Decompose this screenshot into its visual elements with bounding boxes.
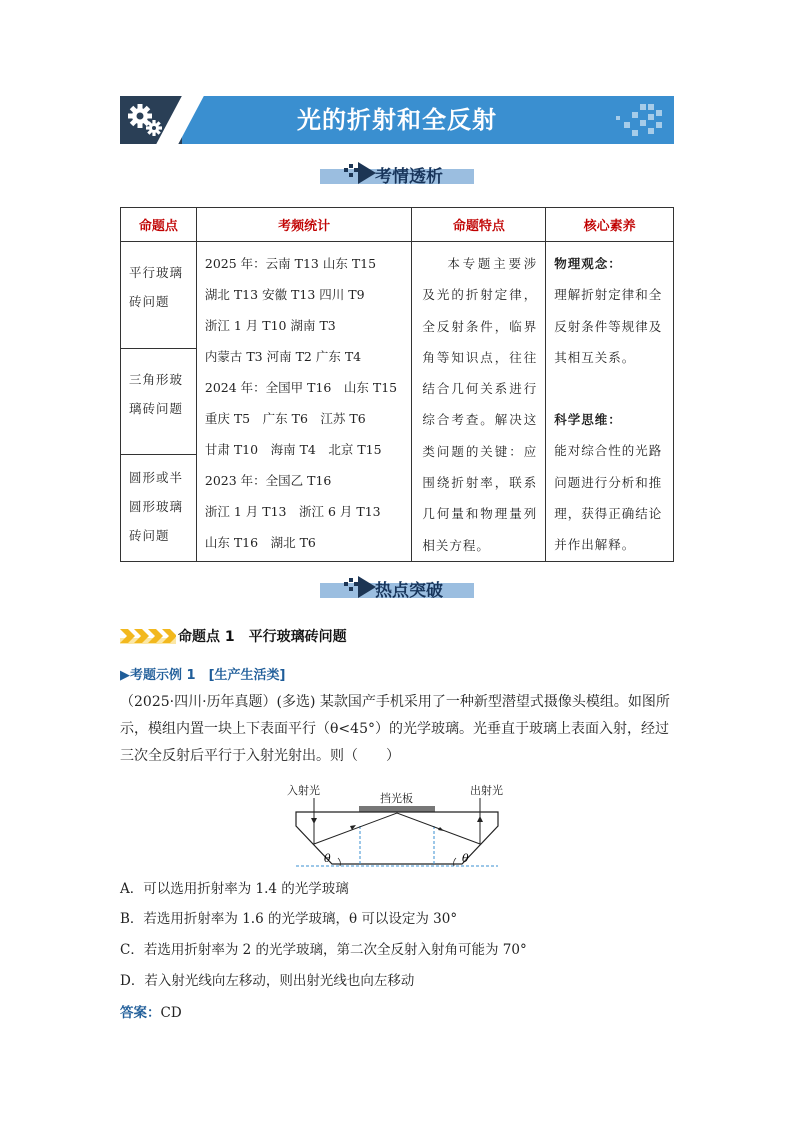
header-point: 命题点 xyxy=(121,208,197,242)
outgoing-light-label: 出射光 xyxy=(470,784,503,797)
topic-label: 命题点 1 平行玻璃砖问题 xyxy=(178,629,347,645)
frequency-line: 浙江 1 月 T10 湖南 T3 xyxy=(204,318,336,333)
header-features: 命题特点 xyxy=(412,208,546,242)
section-heading-hotspots xyxy=(320,572,474,604)
header-frequency: 考频统计 xyxy=(196,208,412,242)
baffle-label: 挡光板 xyxy=(380,792,413,805)
option-c: C．若选用折射率为 2 的光学玻璃，第二次全反射入射角可能为 70° xyxy=(120,942,527,958)
frequency-line: 甘肃 T10 海南 T4 北京 T15 xyxy=(204,442,382,457)
frequency-line: 浙江 1 月 T13 浙江 6 月 T13 xyxy=(204,504,381,519)
section-label: 考情透析 xyxy=(375,167,443,187)
option-d: D．若入射光线向左移动，则出射光线也向左移动 xyxy=(120,973,415,989)
frequency-line: 2023 年：全国乙 T16 xyxy=(204,473,332,488)
section-label: 热点突破 xyxy=(375,581,443,601)
answer-line xyxy=(120,1001,182,1021)
point-cell: 平行玻璃砖问题 xyxy=(121,242,197,349)
point-cell: 三角形玻璃砖问题 xyxy=(121,348,197,455)
example-heading xyxy=(120,664,285,683)
core-cell xyxy=(546,242,674,562)
features-cell: 本专题主要涉及光的折射定律，全反射条件，临界角等知识点，往往结合几何关系进行综合考查。解决这类问题的关键：应围绕折射率，联系几何量和物理量列相关方程。 xyxy=(412,242,546,562)
option-b: B．若选用折射率为 1.6 的光学玻璃，θ 可以设定为 30° xyxy=(120,911,458,927)
frequency-line: 山东 T16 湖北 T6 xyxy=(204,535,316,550)
core-heading: 科学思维： xyxy=(554,412,622,428)
optics-figure xyxy=(280,780,512,870)
topic-heading xyxy=(120,626,347,646)
title-banner xyxy=(120,96,674,144)
core-text: 能对综合性的光路问题进行分析和推理，获得正确结论并作出解释。 xyxy=(554,443,663,553)
header-core: 核心素养 xyxy=(546,208,674,242)
ray-arrows xyxy=(311,816,483,831)
frequency-line: 2024 年：全国甲 T16 山东 T15 xyxy=(204,380,398,395)
answer-value: CD xyxy=(160,1005,182,1021)
core-text: 理解折射定律和全反射条件等规律及其相互关系。 xyxy=(554,287,663,365)
page-title: 光的折射和全反射 xyxy=(297,106,497,134)
angle-label-left: θ xyxy=(324,852,331,865)
question-text: （2025·四川·历年真题）(多选) 某款国产手机采用了一种新型潜望式摄像头模组。如图所示，模组内置一块上下表面平行（θ<45°）的光学玻璃。光垂直于玻璃上表面入射，经过三次全反射后平行于入射光射出。则（ ） xyxy=(120,694,670,764)
point-cell: 圆形或半圆形玻璃砖问题 xyxy=(121,455,197,562)
banner-pixel-decoration xyxy=(608,100,668,140)
answer-key: 答案： xyxy=(120,1005,161,1021)
example-label: 考题示例 1 [生产生活类] xyxy=(130,668,286,683)
play-icon: ▶ xyxy=(120,668,130,683)
frequency-line: 2025 年：云南 T13 山东 T15 xyxy=(204,256,377,271)
option-a: A．可以选用折射率为 1.4 的光学玻璃 xyxy=(120,881,349,897)
core-heading: 物理观念： xyxy=(554,256,622,271)
angle-label-right: θ xyxy=(462,852,469,865)
frequency-line: 湖北 T13 安徽 T13 四川 T9 xyxy=(204,287,365,302)
frequency-cell xyxy=(196,242,412,562)
frequency-line: 重庆 T5 广东 T6 江苏 T6 xyxy=(204,411,366,426)
baffle-plate xyxy=(359,806,435,812)
section-heading-analysis xyxy=(320,158,474,190)
exam-analysis-table xyxy=(120,207,674,562)
frequency-line: 内蒙古 T3 河南 T2 广东 T4 xyxy=(204,349,362,364)
chevron-icon xyxy=(120,626,176,646)
incident-light-label: 入射光 xyxy=(287,784,320,797)
